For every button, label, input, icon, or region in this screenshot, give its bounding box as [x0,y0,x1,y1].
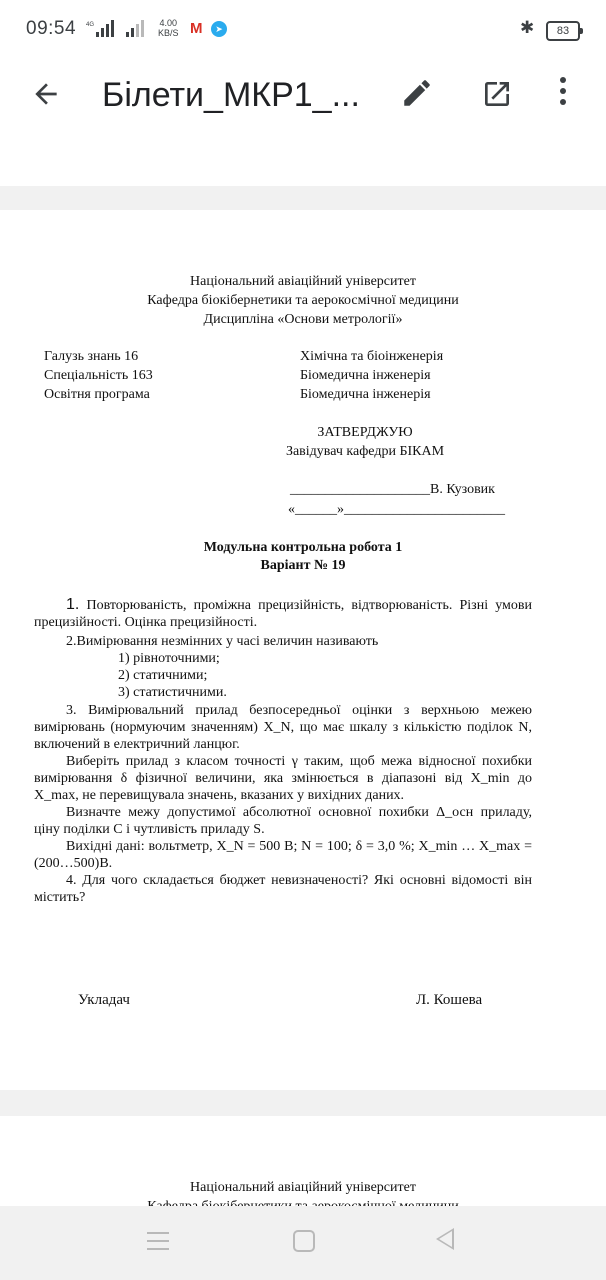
variant-title: Варіант № 19 [260,558,346,573]
next-page [0,1116,606,1206]
gmail-icon: M [190,20,203,37]
info-label: Галузь знань 16 [44,349,139,364]
info-label: Освітня програма [44,387,150,402]
speed-unit: KB/S [158,28,179,38]
bluetooth-vibrate-icon: ✱ [520,18,535,38]
question-2-option: 3) статистичними. [118,685,227,700]
cellular-signal-icon [86,20,122,41]
navigation-bar [0,1206,606,1280]
question-2: 2.Вимірювання незмінних у часі величин називають [66,634,379,649]
info-label: Спеціальність 163 [44,368,153,383]
document-title: Білети_МКР1_... [102,76,360,114]
question-3-paragraph-2: Виберіть прилад з класом точності γ таким, щоб межа відносної похибки вимірювання δ фізичної величини, яка змінюється в діапазоні від X_min до X_max, не перевищувала значень, вказаних у вихідних даних. [34,754,532,803]
approval-head: Завідувач кафедри БІКАМ [285,444,445,459]
cellular-signal-2-icon [124,20,152,41]
question-1 [34,596,532,631]
home-icon[interactable] [293,1230,315,1252]
speed-value: 4.00 [159,18,178,28]
question-1-number: 1. [66,596,80,613]
question-3-paragraph-1: 3. Вимірювальний прилад безпосередньої оцінки з верхньою межею вимірювань (нормуючим значенням) X_N, що має шкалу з кількістю поділок N, включений в електричний ланцюг. [34,703,532,752]
question-2-option: 2) статичними; [118,668,208,683]
svg-text:4G: 4G [86,22,95,28]
discipline-name: Дисципліна «Основи метрології» [203,312,403,327]
info-value: Хімічна та біоінженерія [300,349,444,364]
approval-heading: ЗАТВЕРДЖУЮ [317,425,413,440]
document-page [0,210,606,1090]
status-bar [0,0,606,60]
next-university-name: Національний авіаційний університет [190,1180,416,1195]
question-2-option: 1) рівноточними; [118,651,220,666]
university-name: Національний авіаційний університет [190,274,416,289]
app-bar [0,60,606,143]
compiler-name: Л. Кошева [416,992,483,1008]
date-line: «______»_______________________ [288,502,505,517]
battery-icon: 83 [546,21,580,41]
work-title: Модульна контрольна робота 1 [203,540,403,555]
question-3-paragraph-4: Вихідні дані: вольтметр, X_N = 500 В; N = 100; δ = 3,0 %; X_min … X_max = (200…500)В. [34,839,532,871]
department-name: Кафедра біокібернетики та аерокосмічної медицини [147,293,459,308]
info-value: Біомедична інженерія [300,368,431,383]
telegram-icon: ➤ [211,21,227,37]
question-4: 4. Для чого складається бюджет невизначеності? Які основні відомості він містить? [34,873,532,905]
more-options-icon[interactable] [557,74,569,114]
info-value: Біомедична інженерія [300,387,431,402]
open-external-icon[interactable] [481,78,511,108]
question-3-paragraph-3: Визначте межу допустимої абсолютної основної похибки Δ_осн приладу, ціну поділки C і чутливість приладу S. [34,805,532,837]
back-arrow-icon[interactable] [30,78,62,118]
recent-apps-icon[interactable] [147,1232,169,1250]
signature-line: ____________________В. Кузовик [290,482,495,497]
question-1-text: Повторюваність, проміжна прецизійність, відтворюваність. Різні умови прецизійності. Оцінка прецизійності. [34,598,532,630]
nav-back-icon[interactable] [436,1228,454,1250]
previous-page [0,142,606,186]
compiler-label: Укладач [78,992,130,1008]
edit-pencil-icon[interactable] [400,76,434,119]
status-time: 09:54 [26,18,77,39]
network-speed [158,18,179,38]
